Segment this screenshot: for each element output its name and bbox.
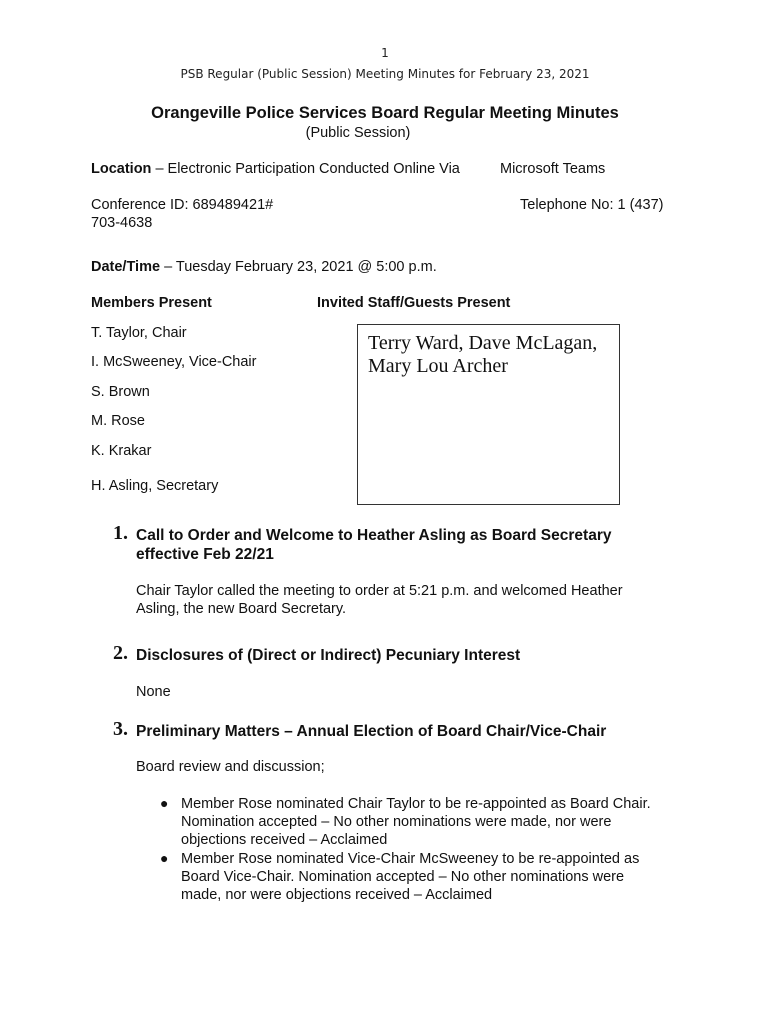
section-body-cont: Asling, the new Board Secretary. xyxy=(136,601,347,617)
datetime-line xyxy=(91,258,437,276)
location-platform: Microsoft Teams xyxy=(500,161,606,177)
telephone-number-cont: 703-4638 xyxy=(91,215,153,231)
section-number: 2. xyxy=(113,642,128,664)
member-item: K. Krakar xyxy=(91,443,152,459)
datetime-text: – Tuesday February 23, 2021 @ 5:00 p.m. xyxy=(160,259,437,275)
telephone-number: Telephone No: 1 (437) xyxy=(520,197,664,213)
member-item: M. Rose xyxy=(91,413,145,429)
document-title: Orangeville Police Services Board Regular Meeting Minutes xyxy=(151,104,619,122)
members-heading: Members Present xyxy=(91,295,212,311)
section-body: None xyxy=(136,684,171,700)
bullet-text: Member Rose nominated Vice-Chair McSweeney to be re-appointed as xyxy=(181,851,640,867)
bullet-text: Member Rose nominated Chair Taylor to be re-appointed as Board Chair. xyxy=(181,796,651,812)
member-item: I. McSweeney, Vice-Chair xyxy=(91,354,257,370)
bullet-text-cont: made, nor were objections received – Acclaimed xyxy=(181,887,493,903)
bullet-icon: ● xyxy=(160,850,169,866)
datetime-label: Date/Time xyxy=(91,259,161,275)
section-title: Preliminary Matters – Annual Election of Board Chair/Vice-Chair xyxy=(136,723,607,740)
guests-text: Terry Ward, Dave McLagan, Mary Lou Archer xyxy=(368,332,598,377)
member-item: S. Brown xyxy=(91,384,150,400)
guests-box xyxy=(357,324,620,505)
running-header: PSB Regular (Public Session) Meeting Minutes for February 23, 2021 xyxy=(180,67,590,81)
section-number: 3. xyxy=(113,718,128,740)
section-number: 1. xyxy=(113,522,128,544)
section-body: Chair Taylor called the meeting to order at 5:21 p.m. and welcomed Heather xyxy=(136,583,623,599)
conference-id: Conference ID: 689489421# xyxy=(91,197,274,213)
section-title-cont: effective Feb 22/21 xyxy=(136,546,274,563)
document-subtitle: (Public Session) xyxy=(305,125,411,141)
guests-heading: Invited Staff/Guests Present xyxy=(317,295,511,311)
member-item: H. Asling, Secretary xyxy=(91,478,219,494)
location-text: – Electronic Participation Conducted Online Via xyxy=(151,161,460,177)
page-number: 1 xyxy=(381,46,389,60)
location-line xyxy=(91,160,460,178)
bullet-text-cont: Board Vice-Chair. Nomination accepted – No other nominations were xyxy=(181,869,625,885)
section-title: Call to Order and Welcome to Heather Asling as Board Secretary xyxy=(136,527,612,544)
bullet-text-cont: objections received – Acclaimed xyxy=(181,832,388,848)
bullet-text-cont: Nomination accepted – No other nominations were made, nor were xyxy=(181,814,612,830)
section-body: Board review and discussion; xyxy=(136,759,325,775)
section-title: Disclosures of (Direct or Indirect) Pecuniary Interest xyxy=(136,647,521,664)
member-item: T. Taylor, Chair xyxy=(91,325,187,341)
bullet-icon: ● xyxy=(160,795,169,811)
location-label: Location xyxy=(91,161,152,177)
